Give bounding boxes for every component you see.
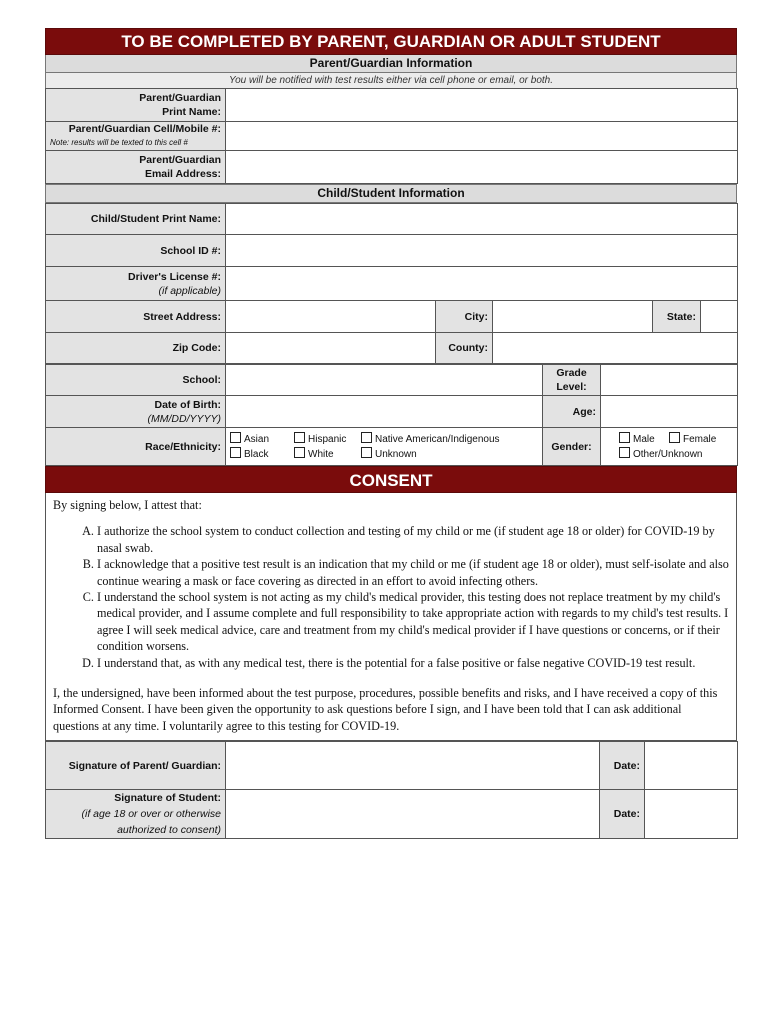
child-info-table-2 — [45, 364, 738, 466]
parent-name-field[interactable] — [226, 89, 738, 122]
parent-name-label: Parent/Guardian Print Name: — [46, 89, 226, 122]
consent-closing: I, the undersigned, have been informed about the test purpose, procedures, possible benefits and risks, and I have received a copy of this Informed Consent. I have been given the opportunity to ask questions before I sign, and I have been told that I can ask additional questions at any time. I voluntarily agree to this testing for COVID-19. — [53, 686, 718, 733]
checkbox-icon[interactable] — [619, 432, 630, 443]
checkbox-icon[interactable] — [230, 447, 241, 458]
notification-notice: You will be notified with test results either via cell phone or email, or both. — [45, 73, 737, 88]
checkbox-icon[interactable] — [294, 432, 305, 443]
checkbox-icon[interactable] — [361, 447, 372, 458]
parent-date-field[interactable] — [645, 742, 738, 790]
zip-label: Zip Code: — [46, 333, 226, 364]
age-field[interactable] — [601, 396, 738, 428]
checkbox-icon[interactable] — [294, 447, 305, 458]
school-id-label: School ID #: — [46, 235, 226, 267]
parent-section-heading: Parent/Guardian Information — [45, 55, 737, 73]
consent-item: C. I understand the school system is not acting as my child's medical provider, this testing does not replace treatment by my child's medical provider, and I assume complete and full responsibility to take appropriate action with regards to my child's test results. I agree I will seek medical advice, care and treatment from my child's medical provider if I have questions or concerns, or if their condition worsens. — [97, 589, 729, 655]
county-field[interactable] — [493, 333, 738, 364]
consent-form — [45, 28, 737, 839]
parent-cell-label: Parent/Guardian Cell/Mobile #: Note: results will be texted to this cell # — [46, 122, 226, 151]
race-hispanic[interactable]: Hispanic — [294, 432, 346, 447]
school-label: School: — [46, 365, 226, 396]
school-field[interactable] — [226, 365, 543, 396]
student-date-label: Date: — [600, 790, 645, 839]
school-id-field[interactable] — [226, 235, 738, 267]
form-title: TO BE COMPLETED BY PARENT, GUARDIAN OR ADULT STUDENT — [45, 28, 737, 55]
checkbox-icon[interactable] — [669, 432, 680, 443]
license-field[interactable] — [226, 267, 738, 301]
gender-other[interactable]: Other/Unknown — [619, 447, 702, 462]
race-options — [226, 428, 543, 466]
zip-field[interactable] — [226, 333, 436, 364]
parent-info-table — [45, 88, 738, 184]
checkbox-icon[interactable] — [361, 432, 372, 443]
gender-options — [601, 428, 738, 466]
race-native[interactable]: Native American/Indigenous — [361, 432, 500, 447]
dob-label: Date of Birth: (MM/DD/YYYY) — [46, 396, 226, 428]
race-white[interactable]: White — [294, 447, 334, 462]
checkbox-icon[interactable] — [230, 432, 241, 443]
parent-signature-label: Signature of Parent/ Guardian: — [46, 742, 226, 790]
grade-label: Grade Level: — [543, 365, 601, 396]
gender-female[interactable]: Female — [669, 432, 716, 447]
child-name-field[interactable] — [226, 204, 738, 235]
street-field[interactable] — [226, 301, 436, 333]
consent-item: B. I acknowledge that a positive test result is an indication that my child or me (if student age 18 or older), must self-isolate and also continue wearing a mask or face covering as directed in an effort to avoid infecting others. — [97, 556, 729, 589]
parent-signature-field[interactable] — [226, 742, 600, 790]
cell-note: Note: results will be texted to this cell # — [50, 138, 188, 147]
consent-list — [53, 523, 729, 671]
city-field[interactable] — [493, 301, 653, 333]
race-black[interactable]: Black — [230, 447, 268, 462]
student-signature-label: Signature of Student: (if age 18 or over or otherwise authorized to consent) — [46, 790, 226, 839]
gender-male[interactable]: Male — [619, 432, 669, 447]
state-label: State: — [653, 301, 701, 333]
city-label: City: — [436, 301, 493, 333]
race-unknown[interactable]: Unknown — [361, 447, 417, 462]
race-label: Race/Ethnicity: — [46, 428, 226, 466]
grade-field[interactable] — [601, 365, 738, 396]
consent-item: D. I understand that, as with any medical test, there is the potential for a false positive or false negative COVID-19 test result. — [97, 655, 729, 671]
consent-intro: By signing below, I attest that: — [53, 498, 202, 512]
county-label: County: — [436, 333, 493, 364]
consent-text — [45, 493, 737, 741]
street-label: Street Address: — [46, 301, 226, 333]
signature-table — [45, 741, 738, 839]
parent-cell-field[interactable] — [226, 122, 738, 151]
state-field[interactable] — [701, 301, 738, 333]
child-section-heading: Child/Student Information — [45, 184, 737, 203]
student-date-field[interactable] — [645, 790, 738, 839]
student-signature-field[interactable] — [226, 790, 600, 839]
child-name-label: Child/Student Print Name: — [46, 204, 226, 235]
parent-email-field[interactable] — [226, 151, 738, 184]
license-label: Driver's License #: (if applicable) — [46, 267, 226, 301]
consent-item: A. I authorize the school system to conduct collection and testing of my child or me (if student age 18 or older) for COVID-19 by nasal swab. — [97, 523, 729, 556]
parent-email-label: Parent/Guardian Email Address: — [46, 151, 226, 184]
age-label: Age: — [543, 396, 601, 428]
checkbox-icon[interactable] — [619, 447, 630, 458]
consent-heading: CONSENT — [45, 466, 737, 493]
parent-date-label: Date: — [600, 742, 645, 790]
child-info-table — [45, 203, 738, 364]
gender-label: Gender: — [543, 428, 601, 466]
race-asian[interactable]: Asian — [230, 432, 269, 447]
dob-field[interactable] — [226, 396, 543, 428]
